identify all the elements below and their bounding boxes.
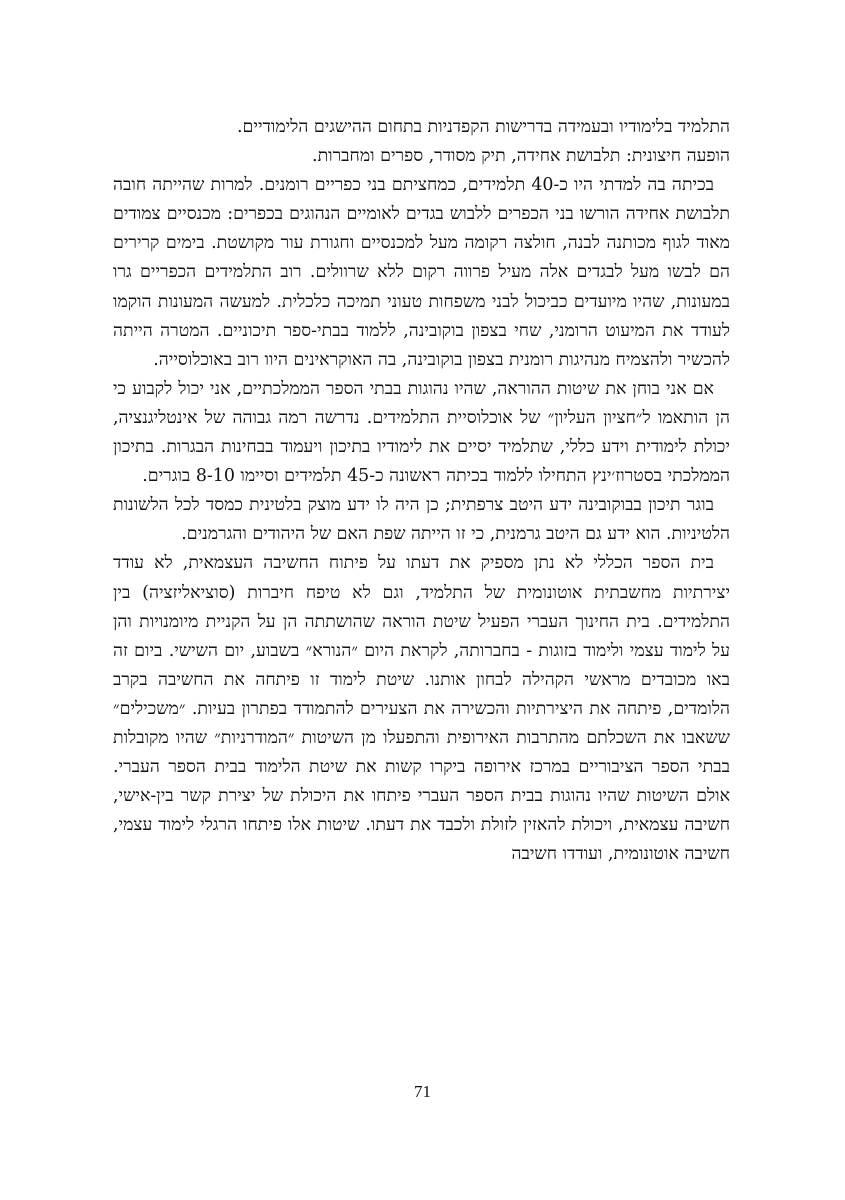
body-text [113, 113, 730, 869]
paragraph-5: בוגר תיכון בבוקובינה ידע היטב צרפתית; כן היה לו ידע מוצק בלטינית כמסד לכל הלשונות הלטיניות. הוא ידע גם היטב גרמנית, כי זו הייתה שפת האם של היהודים והגרמנים. [113, 495, 730, 545]
paragraph-6: בית הספר הכללי לא נתן מספיק את דעתו על פיתוח החשיבה העצמאית, לא עודד יצירתיות מחשבתית אוטונומית של התלמיד, וגם לא טיפח חיברות (סוציאליזציה) בין התלמידים. בית החינוך העברי הפעיל שיטת הוראה שהושתתה הן על הקניית מיומנויות והן על לימוד עצמי ולימוד בזוגות - בחברותה, לקראת היום ״הנורא״ בשבוע, יום השישי. ביום זה באו מכובדים מראשי הקהילה לבחון אותנו. שיטת לימוד זו פיתחה את החשיבה בקרב הלומדים, פיתחה את היצירתיות והכשירה את הצעירים להתמודד בפתרון בעיות. ״משכילים״ ששאבו את השכלתם מהתרבות האירופית והתפעלו מן השיטות ״המודרניות״ שהיו מקובלות בבתי הספר הציבוריים במרכז אירופה ביקרו קשות את שיטת הלימוד בבית הספר העברי. אולם השיטות שהיו נהוגות בבית הספר העברי פיתחו את היכולת של יצירת קשר בין-אישי, חשיבה עצמאית, ויכולת להאזין לזולת ולכבד את דעתו. שיטות אלו פיתחו הרגלי לימוד עצמי, חשיבה אוטונומית, ועודדו חשיבה [113, 553, 730, 865]
paragraph-3: בכיתה בה למדתי היו כ-40 תלמידים, כמחציתם בני כפריים רומנים. למרות שהייתה חובה תלבושת אחידה הורשו בני הכפרים ללבוש בגדים לאומיים הנהוגים בכפרים: מכנסיים צמודים מאוד לגוף מכותנה לבנה, חולצה רקומה מעל למכנסיים וחגורת עור מקושטת. בימים קרירים הם לבשו מעל לבגדים אלה מעיל פרווה רקום ללא שרוולים. רוב התלמידים הכפריים גרו במעונות, שהיו מיועדים כביכול לבני משפחות טעוני תמיכה כלכלית. למעשה המעונות הוקמו לעודד את המיעוט הרומני, שחי בצפון בוקובינה, ללמוד בבתי-ספר תיכוניים. המטרה הייתה להכשיר ולהצמיח מנהיגות רומנית בצפון בוקובינה, בה האוקראינים היוו רוב באוכלוסייה. [113, 175, 730, 370]
page-number: 71 [414, 1082, 431, 1101]
paragraph-1: התלמיד בלימודיו ובעמידה בדרישות הקפדניות בתחום ההישגים הלימודיים. [237, 117, 730, 137]
paragraph-2: הופעה חיצונית: תלבושת אחידה, תיק מסודר, ספרים ומחברות. [312, 146, 730, 167]
paragraph-4: אם אני בוחן את שיטות ההוראה, שהיו נהוגות בבתי הספר הממלכתיים, אני יכול לקבוע כי הן הותאמו ל״חציון העליון״ של אוכלוסיית התלמידים. נדרשה רמה גבוהה של אינטליגנציה, יכולת לימודית וידע כללי, שתלמיד יסיים את לימודיו בתיכון ויעמוד בבחינות הבגרות. בתיכון הממלכתי בסטרוז׳ינץ התחילו ללמוד בכיתה ראשונה כ-45 תלמידים וסיימו 8-10 בוגרים. [113, 378, 730, 487]
